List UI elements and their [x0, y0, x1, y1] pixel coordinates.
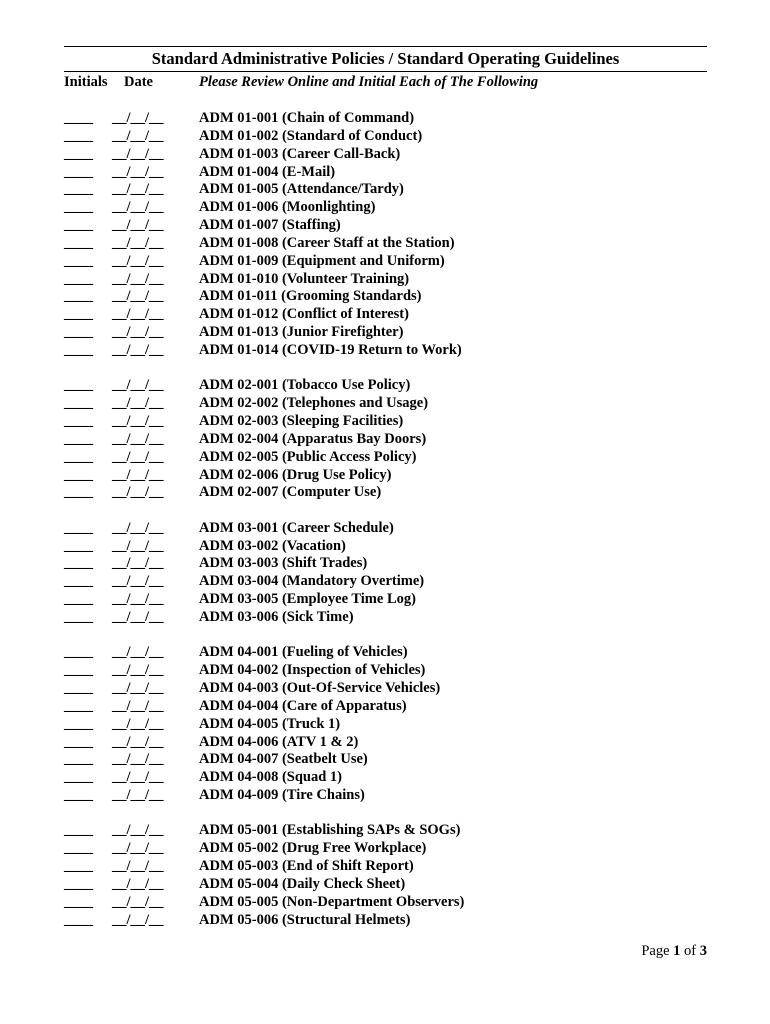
policy-item: ADM 01-014 (COVID-19 Return to Work)	[199, 341, 462, 358]
date-blank[interactable]: __/__/__	[112, 377, 164, 394]
date-blank[interactable]: __/__/__	[112, 484, 164, 501]
policy-row	[0, 145, 770, 163]
policy-item: ADM 01-004 (E-Mail)	[199, 163, 336, 180]
policy-item: ADM 02-004 (Apparatus Bay Doors)	[199, 430, 427, 447]
policy-item: ADM 02-003 (Sleeping Facilities)	[199, 413, 404, 429]
date-blank[interactable]: __/__/__	[112, 840, 164, 857]
policy-row	[0, 875, 770, 893]
date-blank[interactable]: __/__/__	[112, 537, 164, 554]
date-blank[interactable]: __/__/__	[112, 395, 164, 412]
initials-blank[interactable]: ____	[64, 341, 93, 358]
policy-item: ADM 04-003 (Out-Of-Service Vehicles)	[199, 679, 441, 696]
date-blank[interactable]: __/__/__	[112, 199, 164, 216]
initials-blank[interactable]: ____	[64, 733, 93, 750]
initials-blank[interactable]: ____	[64, 662, 93, 679]
policy-item: ADM 03-006 (Sick Time)	[199, 608, 354, 625]
initials-blank[interactable]: ____	[64, 858, 93, 875]
date-blank[interactable]: __/__/__	[112, 893, 164, 910]
policy-row	[0, 448, 770, 466]
initials-blank[interactable]: ____	[64, 822, 93, 839]
policy-item: ADM 04-009 (Tire Chains)	[199, 787, 365, 804]
date-blank[interactable]: __/__/__	[112, 875, 164, 892]
date-blank[interactable]: __/__/__	[112, 573, 164, 590]
initials-blank[interactable]: ____	[64, 769, 93, 786]
date-blank[interactable]: __/__/__	[112, 751, 164, 768]
initials-blank[interactable]: ____	[64, 591, 93, 608]
policy-row	[0, 643, 770, 661]
initials-blank[interactable]: ____	[64, 875, 93, 892]
initials-blank[interactable]: ____	[64, 430, 93, 447]
review-instruction: Please Review Online and Initial Each of The Following	[199, 74, 539, 90]
date-blank[interactable]: __/__/__	[112, 911, 164, 928]
date-blank[interactable]: __/__/__	[112, 413, 164, 429]
initials-blank[interactable]: ____	[64, 608, 93, 625]
policy-row	[0, 911, 770, 929]
policy-row	[0, 893, 770, 911]
policy-row	[0, 839, 770, 857]
initials-blank[interactable]: ____	[64, 324, 93, 341]
initials-blank[interactable]: ____	[64, 270, 93, 287]
initials-blank[interactable]: ____	[64, 395, 93, 412]
policy-row	[0, 252, 770, 270]
initials-blank[interactable]: ____	[64, 377, 93, 394]
policy-row	[0, 198, 770, 216]
policy-row	[0, 180, 770, 198]
policy-row	[0, 216, 770, 234]
policy-row	[0, 590, 770, 608]
initials-blank[interactable]: ____	[64, 715, 93, 732]
policy-row	[0, 305, 770, 323]
policy-row	[0, 733, 770, 751]
policy-row	[0, 376, 770, 394]
date-blank[interactable]: __/__/__	[112, 217, 164, 234]
policy-group	[0, 376, 770, 501]
initials-blank[interactable]: ____	[64, 217, 93, 234]
policy-row	[0, 715, 770, 733]
date-blank[interactable]: __/__/__	[112, 324, 164, 341]
policy-item: ADM 05-003 (End of Shift Report)	[199, 858, 414, 875]
date-blank[interactable]: __/__/__	[112, 430, 164, 447]
policy-item: ADM 02-006 (Drug Use Policy)	[199, 466, 392, 483]
policy-row	[0, 466, 770, 484]
date-blank[interactable]: __/__/__	[112, 163, 164, 180]
page-number	[641, 942, 707, 960]
date-blank[interactable]: __/__/__	[112, 591, 164, 608]
date-blank[interactable]: __/__/__	[112, 608, 164, 625]
initials-blank[interactable]: ____	[64, 893, 93, 910]
policy-row	[0, 661, 770, 679]
initials-blank[interactable]: ____	[64, 484, 93, 501]
date-blank[interactable]: __/__/__	[112, 448, 164, 465]
policy-item: ADM 05-006 (Structural Helmets)	[199, 911, 411, 928]
initials-blank[interactable]: ____	[64, 573, 93, 590]
date-blank[interactable]: __/__/__	[112, 252, 164, 269]
date-blank[interactable]: __/__/__	[112, 466, 164, 483]
initials-blank[interactable]: ____	[64, 644, 93, 661]
policy-item: ADM 05-005 (Non-Department Observers)	[199, 893, 465, 910]
policy-item: ADM 01-012 (Conflict of Interest)	[199, 306, 409, 323]
policy-item: ADM 01-011 (Grooming Standards)	[199, 288, 422, 305]
date-column-header: Date	[124, 74, 153, 90]
top-rule	[64, 46, 707, 47]
initials-blank[interactable]: ____	[64, 840, 93, 857]
title-rule	[64, 71, 707, 72]
of-word: of	[684, 943, 697, 959]
policy-item: ADM 01-008 (Career Staff at the Station)	[199, 234, 455, 251]
policy-item: ADM 02-005 (Public Access Policy)	[199, 448, 417, 465]
initials-blank[interactable]: ____	[64, 181, 93, 198]
policy-row	[0, 572, 770, 590]
policy-row	[0, 127, 770, 145]
initials-blank[interactable]: ____	[64, 163, 93, 180]
initials-blank[interactable]: ____	[64, 787, 93, 804]
date-blank[interactable]: __/__/__	[112, 110, 164, 126]
policy-item: ADM 04-004 (Care of Apparatus)	[199, 697, 407, 714]
policy-row	[0, 412, 770, 430]
initials-blank[interactable]: ____	[64, 537, 93, 554]
initials-blank[interactable]: ____	[64, 466, 93, 483]
initials-blank[interactable]: ____	[64, 110, 93, 126]
policy-row	[0, 554, 770, 572]
policy-group	[0, 821, 770, 928]
policy-item: ADM 01-010 (Volunteer Training)	[199, 270, 410, 287]
policy-item: ADM 04-007 (Seatbelt Use)	[199, 751, 368, 768]
date-blank[interactable]: __/__/__	[112, 644, 164, 661]
initials-blank[interactable]: ____	[64, 448, 93, 465]
policy-item: ADM 04-002 (Inspection of Vehicles)	[199, 662, 426, 679]
current-page: 1	[673, 943, 681, 959]
date-blank[interactable]: __/__/__	[112, 288, 164, 305]
policy-item: ADM 05-004 (Daily Check Sheet)	[199, 875, 406, 892]
policy-row	[0, 394, 770, 412]
policy-group	[0, 519, 770, 626]
initials-blank[interactable]: ____	[64, 751, 93, 768]
policy-row	[0, 679, 770, 697]
date-blank[interactable]: __/__/__	[112, 787, 164, 804]
initials-blank[interactable]: ____	[64, 555, 93, 572]
page-word: Page	[641, 943, 670, 959]
initials-blank[interactable]: ____	[64, 252, 93, 269]
policy-row	[0, 750, 770, 768]
date-blank[interactable]: __/__/__	[112, 697, 164, 714]
initials-blank[interactable]: ____	[64, 306, 93, 323]
policy-row	[0, 697, 770, 715]
policy-group	[0, 109, 770, 359]
policy-item: ADM 04-008 (Squad 1)	[199, 769, 342, 786]
date-blank[interactable]: __/__/__	[112, 181, 164, 198]
policy-item: ADM 01-001 (Chain of Command)	[199, 110, 415, 126]
date-blank[interactable]: __/__/__	[112, 858, 164, 875]
policy-row	[0, 430, 770, 448]
policy-row	[0, 287, 770, 305]
policy-row	[0, 270, 770, 288]
date-blank[interactable]: __/__/__	[112, 822, 164, 839]
policy-item: ADM 01-005 (Attendance/Tardy)	[199, 181, 404, 198]
initials-column-header: Initials	[64, 74, 108, 90]
policy-item: ADM 02-002 (Telephones and Usage)	[199, 395, 429, 412]
initials-blank[interactable]: ____	[64, 288, 93, 305]
policy-row	[0, 768, 770, 786]
date-blank[interactable]: __/__/__	[112, 733, 164, 750]
date-blank[interactable]: __/__/__	[112, 679, 164, 696]
policy-item: ADM 01-009 (Equipment and Uniform)	[199, 252, 445, 269]
policy-item: ADM 04-006 (ATV 1 & 2)	[199, 733, 359, 750]
policy-row	[0, 323, 770, 341]
policy-row	[0, 519, 770, 537]
total-pages: 3	[699, 943, 707, 959]
policy-item: ADM 05-001 (Establishing SAPs & SOGs)	[199, 822, 461, 839]
date-blank[interactable]: __/__/__	[112, 127, 164, 144]
date-blank[interactable]: __/__/__	[112, 234, 164, 251]
initials-blank[interactable]: ____	[64, 413, 93, 429]
policy-item: ADM 03-005 (Employee Time Log)	[199, 591, 416, 608]
policy-row	[0, 163, 770, 181]
policy-item: ADM 04-001 (Fueling of Vehicles)	[199, 644, 408, 661]
initials-blank[interactable]: ____	[64, 145, 93, 162]
policy-item: ADM 01-003 (Career Call-Back)	[199, 145, 401, 162]
policy-item: ADM 03-004 (Mandatory Overtime)	[199, 573, 425, 590]
policy-row	[0, 109, 770, 127]
initials-blank[interactable]: ____	[64, 127, 93, 144]
policy-row	[0, 786, 770, 804]
policy-group	[0, 643, 770, 804]
date-blank[interactable]: __/__/__	[112, 769, 164, 786]
policy-item: ADM 05-002 (Drug Free Workplace)	[199, 840, 427, 857]
initials-blank[interactable]: ____	[64, 697, 93, 714]
date-blank[interactable]: __/__/__	[112, 341, 164, 358]
policy-item: ADM 01-002 (Standard of Conduct)	[199, 127, 423, 144]
initials-blank[interactable]: ____	[64, 911, 93, 928]
policy-row	[0, 537, 770, 555]
policy-item: ADM 03-003 (Shift Trades)	[199, 555, 368, 572]
initials-blank[interactable]: ____	[64, 199, 93, 216]
policy-item: ADM 01-006 (Moonlighting)	[199, 199, 376, 216]
policy-row	[0, 234, 770, 252]
date-blank[interactable]: __/__/__	[112, 306, 164, 323]
policy-item: ADM 01-007 (Staffing)	[199, 217, 341, 234]
policy-item: ADM 04-005 (Truck 1)	[199, 715, 341, 732]
policy-row	[0, 608, 770, 626]
policy-item: ADM 03-001 (Career Schedule)	[199, 519, 394, 536]
policy-row	[0, 341, 770, 359]
policy-item: ADM 01-013 (Junior Firefighter)	[199, 324, 404, 341]
date-blank[interactable]: __/__/__	[112, 715, 164, 732]
date-blank[interactable]: __/__/__	[112, 555, 164, 572]
policy-item: ADM 02-007 (Computer Use)	[199, 484, 382, 501]
initials-blank[interactable]: ____	[64, 519, 93, 536]
policy-row	[0, 483, 770, 501]
policy-checklist	[0, 109, 770, 946]
date-blank[interactable]: __/__/__	[112, 519, 164, 536]
page-title: Standard Administrative Policies / Standard Operating Guidelines	[151, 49, 620, 68]
policy-row	[0, 857, 770, 875]
policy-item: ADM 02-001 (Tobacco Use Policy)	[199, 377, 411, 394]
policy-row	[0, 821, 770, 839]
initials-blank[interactable]: ____	[64, 234, 93, 251]
policy-item: ADM 03-002 (Vacation)	[199, 537, 346, 554]
date-blank[interactable]: __/__/__	[112, 145, 164, 162]
date-blank[interactable]: __/__/__	[112, 662, 164, 679]
initials-blank[interactable]: ____	[64, 679, 93, 696]
date-blank[interactable]: __/__/__	[112, 270, 164, 287]
